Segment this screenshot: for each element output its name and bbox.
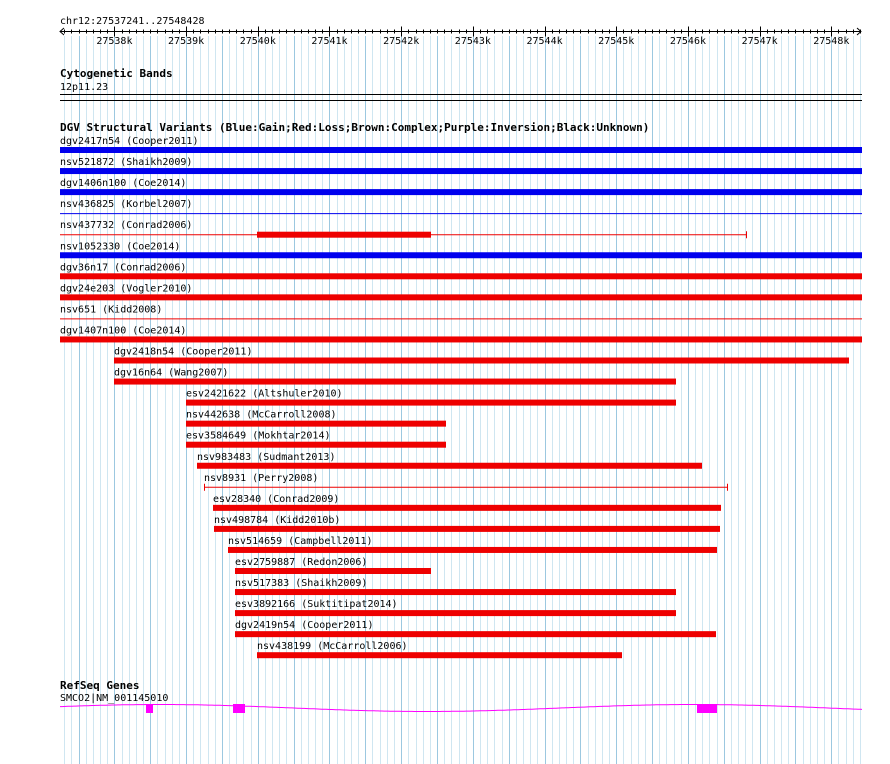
dgv-feature-label: dgv36n17 (Conrad2006): [60, 262, 187, 274]
refseq-exon: [146, 704, 153, 713]
dgv-feature-bar: [186, 400, 676, 406]
dgv-feature-label: dgv2419n54 (Cooper2011): [235, 620, 374, 632]
dgv-feature-label: dgv2417n54 (Cooper2011): [60, 136, 199, 147]
dgv-feature[interactable]: [60, 241, 862, 258]
ruler-tick-label: 27545k: [598, 36, 635, 47]
dgv-track: [60, 121, 862, 658]
ruler-tick-label: 27548k: [813, 36, 850, 47]
dgv-feature-bar: [60, 273, 862, 279]
dgv-feature-label: dgv1407n100 (Coe2014): [60, 325, 187, 337]
dgv-feature-bar: [60, 147, 862, 153]
dgv-feature-label: nsv436825 (Korbel2007): [60, 199, 193, 211]
ruler-tick-label: 27543k: [454, 36, 491, 47]
ruler-track: [60, 16, 861, 47]
dgv-feature[interactable]: [186, 410, 446, 427]
dgv-feature-label: nsv983483 (Sudmant2013): [197, 451, 336, 463]
ruler-tick-label: 27538k: [96, 36, 133, 47]
dgv-feature-label: esv2421622 (Altshuler2010): [186, 388, 343, 400]
dgv-feature[interactable]: [60, 136, 862, 153]
dgv-feature-label: esv2759887 (Redon2006): [235, 557, 368, 568]
dgv-feature-bar: [186, 442, 446, 448]
ruler-ticks: [60, 27, 861, 48]
refseq-exon: [697, 704, 717, 713]
dgv-feature-label: esv3584649 (Mokhtar2014): [186, 430, 331, 442]
refseq-title: RefSeq Genes: [60, 679, 140, 692]
refseq-gene[interactable]: [60, 704, 862, 713]
dgv-feature-bar: [60, 168, 862, 174]
dgv-feature-label: nsv438199 (McCarroll2006): [257, 641, 408, 653]
dgv-feature-bar: [235, 589, 676, 595]
cytoband-title: Cytogenetic Bands: [60, 67, 173, 80]
dgv-feature[interactable]: [60, 178, 862, 195]
dgv-feature[interactable]: [186, 431, 446, 448]
dgv-feature-bar: [235, 610, 676, 616]
dgv-feature-label: dgv1406n100 (Coe2014): [60, 178, 187, 190]
dgv-feature-bar: [114, 379, 676, 385]
dgv-feature-label: nsv437732 (Conrad2006): [60, 220, 193, 232]
dgv-feature[interactable]: [60, 199, 862, 214]
ruler-tick-label: 27547k: [741, 36, 778, 47]
dgv-feature[interactable]: [60, 262, 862, 279]
dgv-feature[interactable]: [60, 220, 747, 238]
dgv-feature-label: nsv8931 (Perry2008): [204, 472, 319, 484]
dgv-feature-label: nsv651 (Kidd2008): [60, 304, 163, 316]
dgv-feature-bar: [60, 252, 862, 258]
dgv-feature-bar: [235, 631, 716, 637]
dgv-feature-bar: [114, 358, 849, 364]
cytoband-label: 12p11.23: [60, 82, 109, 93]
dgv-feature-bar: [213, 505, 721, 511]
dgv-feature-label: nsv442638 (McCarroll2008): [186, 409, 337, 421]
dgv-feature-bar: [214, 526, 720, 532]
ruler-tick-label: 27539k: [168, 36, 205, 47]
dgv-feature-bar: [60, 294, 862, 300]
dgv-feature[interactable]: [257, 641, 622, 658]
dgv-feature-block: [257, 232, 431, 238]
refseq-track: [60, 679, 862, 713]
dgv-feature-label: nsv517383 (Shaikh2009): [235, 578, 368, 590]
dgv-feature-label: nsv514659 (Campbell2011): [228, 535, 373, 547]
ruler-tick-label: 27544k: [526, 36, 563, 47]
dgv-feature-label: nsv498784 (Kidd2010b): [214, 514, 341, 526]
dgv-feature[interactable]: [60, 283, 862, 300]
dgv-feature-label: nsv1052330 (Coe2014): [60, 241, 181, 253]
dgv-feature-bar: [235, 568, 431, 574]
ruler-tick-label: 27540k: [239, 36, 276, 47]
cytoband-track: [60, 67, 862, 101]
dgv-feature[interactable]: [228, 536, 717, 553]
refseq-gene-label: SMCO2|NM_001145010: [60, 693, 169, 704]
dgv-feature[interactable]: [60, 304, 862, 319]
refseq-exon: [233, 704, 245, 713]
dgv-feature-bar: [186, 421, 446, 427]
dgv-feature[interactable]: [235, 620, 716, 637]
dgv-feature-label: esv3892166 (Suktitipat2014): [235, 599, 398, 611]
dgv-feature-label: dgv24e203 (Vogler2010): [60, 283, 193, 295]
ruler-tick-label: 27542k: [383, 36, 420, 47]
dgv-feature-label: esv28340 (Conrad2009): [213, 493, 340, 505]
dgv-feature-label: nsv521872 (Shaikh2009): [60, 157, 193, 169]
dgv-title: DGV Structural Variants (Blue:Gain;Red:Loss;Brown:Complex;Purple:Inversion;Black:Unknown): [60, 121, 650, 134]
dgv-feature[interactable]: [60, 325, 862, 342]
dgv-feature[interactable]: [60, 157, 862, 174]
dgv-feature-label: dgv16n64 (Wang2007): [114, 367, 229, 379]
dgv-feature[interactable]: [197, 452, 702, 469]
dgv-feature-bar: [257, 652, 622, 658]
dgv-features: [60, 136, 862, 658]
dgv-feature-bar: [228, 547, 717, 553]
ruler-tick-label: 27541k: [311, 36, 348, 47]
dgv-feature-bar: [197, 463, 702, 469]
dgv-feature-label: dgv2418n54 (Cooper2011): [114, 346, 253, 358]
refseq-intron-line: [60, 705, 862, 712]
dgv-feature-bar: [60, 336, 862, 342]
region-label: chr12:27537241..27548428: [60, 16, 205, 27]
dgv-feature-bar: [60, 189, 862, 195]
ruler-tick-label: 27546k: [669, 36, 706, 47]
